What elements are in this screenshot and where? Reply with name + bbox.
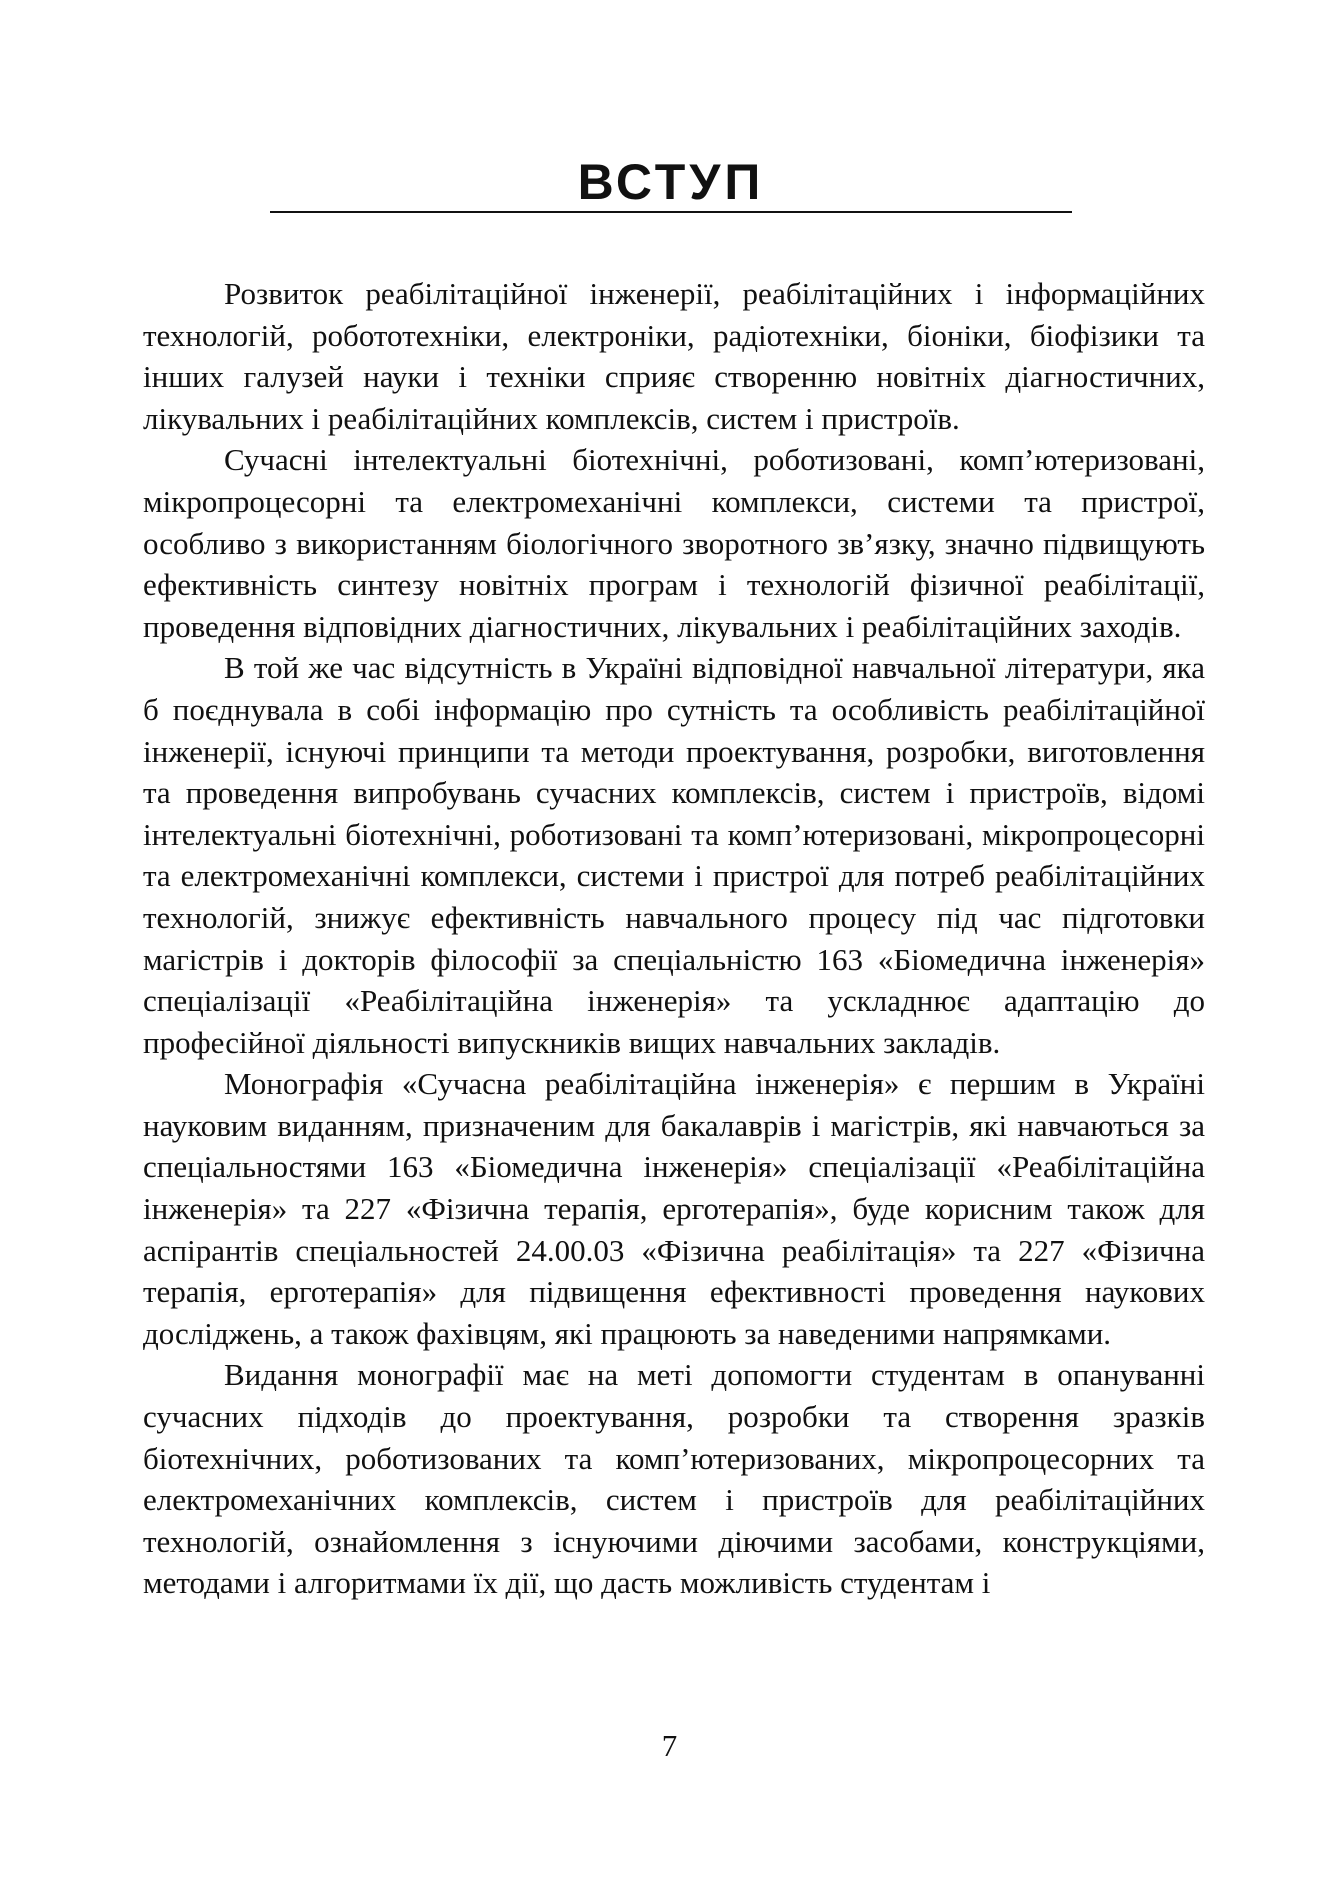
chapter-heading: ВСТУП (577, 154, 765, 210)
heading-underline (270, 211, 1072, 213)
paragraph: Розвиток реабілітаційної інженерії, реабілітаційних і інформаційних технологій, робототехніки, електроніки, радіотехніки, біоніки, біофізики та інших галузей науки і техніки сприяє створенню новітніх діагностичних, лікувальних і реабілітаційних комплексів, систем і пристроїв. (143, 276, 1205, 436)
page-number: 7 (661, 1728, 678, 1763)
paragraph: Монографія «Сучасна реабілітаційна інженерія» є першим в Україні науковим виданням, призначеним для бакалаврів і магістрів, які навчаються за спеціальностями 163 «Біомедична інженерія» спеціалізації «Реабілітаційна інженерія» та 227 «Фізична терапія, ерготерапія», буде корисним також для аспірантів спеціальностей 24.00.03 «Фізична реабілітація» та 227 «Фізична терапія, ерготерапія» для підвищення ефективності проведення наукових досліджень, а також фахівцям, які працюють за наведеними напрямками. (143, 1066, 1205, 1351)
body-text (143, 273, 1205, 1604)
paragraph: Видання монографії має на меті допомогти студентам в опануванні сучасних підходів до проектування, розробки та створення зразків біотехнічних, роботизованих та комп’ютеризованих, мікропроцесорних та електромеханічних комплексів, систем і пристроїв для реабілітаційних технологій, ознайомлення з існуючими діючими засобами, конструкціями, методами і алгоритмами їх дії, що дасть можливість студентам і (143, 1357, 1205, 1601)
paragraph: В той же час відсутність в Україні відповідної навчальної літератури, яка б поєднувала в собі інформацію про сутність та особливість реабілітаційної інженерії, існуючі принципи та методи проектування, розробки, виготовлення та проведення випробувань сучасних комплексів, систем і пристроїв, відомі інтелектуальні біотехнічні, роботизовані та комп’ютеризовані, мікропроцесорні та електромеханічні комплекси, системи і пристрої для потреб реабілітаційних технологій, знижує ефективність навчального процесу під час підготовки магістрів і докторів філософії за спеціальністю 163 «Біомедична інженерія» спеціалізації «Реабілітаційна інженерія» та ускладнює адаптацію до професійної діяльності випускників вищих навчальних закладів. (143, 650, 1205, 1060)
paragraph: Сучасні інтелектуальні біотехнічні, роботизовані, комп’ютеризовані, мікропроцесорні та електромеханічні комплекси, системи та пристрої, особливо з використанням біологічного зворотного зв’язку, значно підвищують ефективність синтезу новітніх програм і технологій фізичної реабілітації, проведення відповідних діагностичних, лікувальних і реабілітаційних заходів. (143, 442, 1205, 644)
